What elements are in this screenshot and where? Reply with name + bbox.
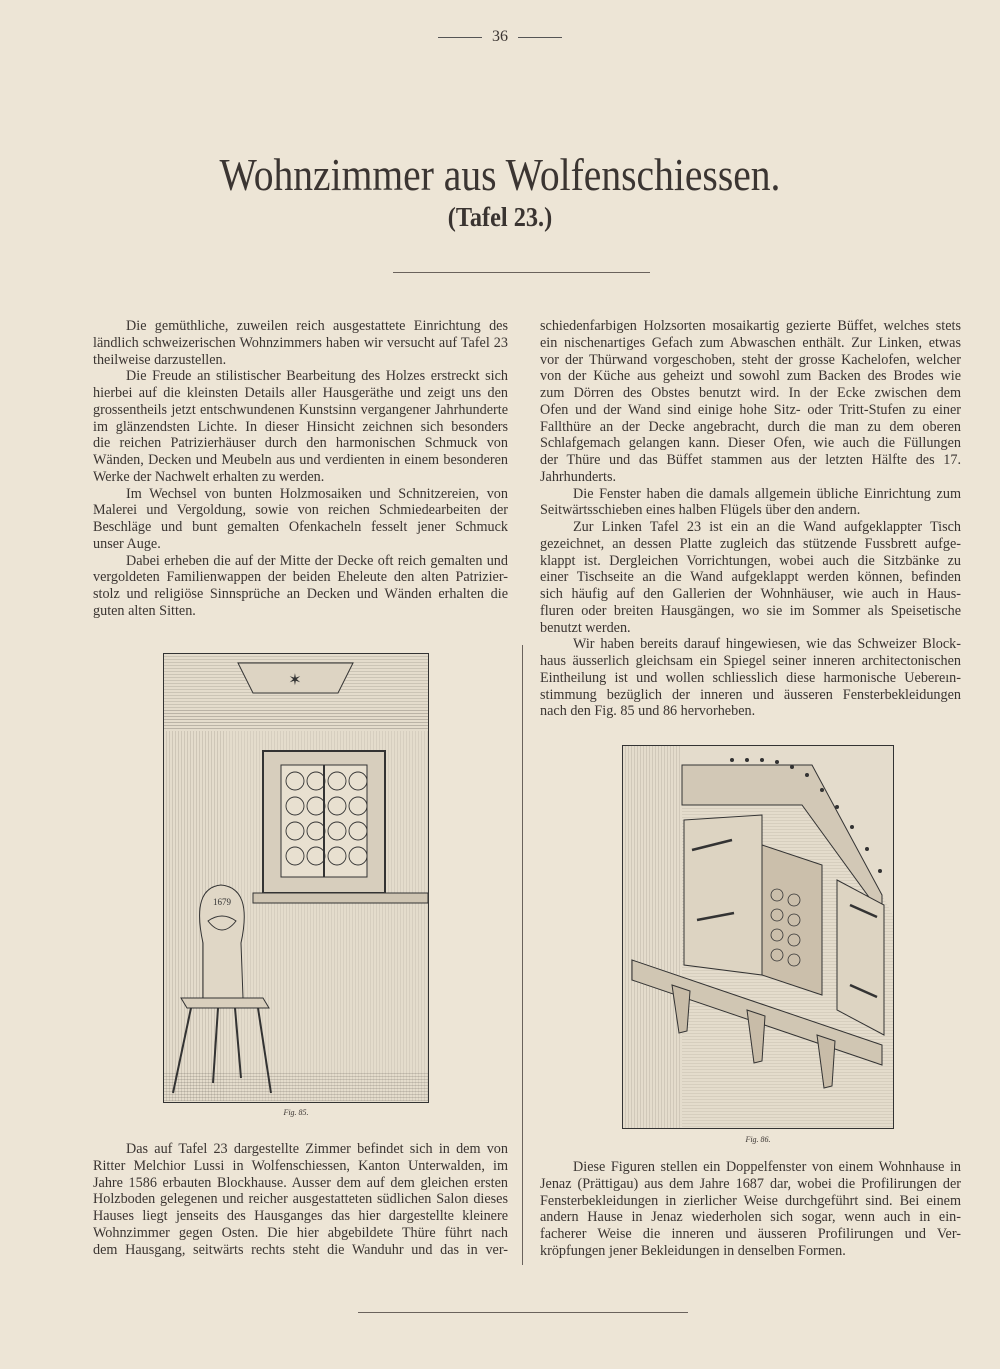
- paragraph-line: haus äusserlich gleichsam ein Spiegel seiner inneren architectonischen: [540, 653, 961, 669]
- figure-85-caption: Fig. 85.: [283, 1108, 309, 1117]
- paragraph-line: facherer Weise die inneren und äusseren Profilirungen und Ver-: [540, 1226, 961, 1242]
- paragraph-line: kröpfungen jener Bekleidungen in denselben Formen.: [540, 1242, 846, 1259]
- paragraph-line: unser Auge.: [93, 535, 161, 552]
- paragraph-line: klappt ist. Dergleichen Vorrichtungen, wobei auch die Sitzbänke zu: [540, 552, 961, 569]
- paragraph-line: Ofen und der Wand sind einige hohe Sitz- oder Tritt-Stufen zu einer: [540, 401, 961, 418]
- figure-86-caption: Fig. 86.: [745, 1135, 771, 1144]
- paragraph-line: Wir haben bereits darauf hingewiesen, wie das Schweizer Block-: [573, 636, 961, 653]
- paragraph-line: theilweise darzustellen.: [93, 351, 227, 368]
- paragraph-line: Diese Figuren stellen ein Doppelfenster von einem Wohnhause in: [573, 1159, 961, 1175]
- paragraph-line: Wohnzimmer gegen Osten. Die hier abgebildete Thüre führt nach: [93, 1224, 508, 1241]
- paragraph-line: dem Hausgang, seitwärts rechts steht die Wanduhr und das in ver-: [93, 1241, 508, 1258]
- paragraph-line: schiedenfarbigen Holzsorten mosaikartig gezierte Büffet, welches stets: [540, 318, 961, 334]
- right-column-bottom-text: [540, 1159, 961, 1260]
- svg-text:✶: ✶: [288, 672, 302, 689]
- paragraph-line: Hauses liegt jenseits des Hausganges das hier dargestellte kleinere: [93, 1208, 508, 1224]
- paragraph-line: fluren oder breiten Hausgängen, wo sie im Sommer als Speisetische: [540, 602, 961, 619]
- paragraph-line: ein nischenartiges Gefach zum Abwaschen enthält. Zur Linken, etwas: [540, 334, 961, 351]
- paragraph-line: andern Hause in Jenaz wiederholen sich sogar, wenn auch in ein-: [540, 1209, 961, 1226]
- paragraph-line: Schlafgemach gelangen kann. Dieser Ofen, wie auch die Füllungen: [540, 435, 961, 452]
- paragraph-line: benutzt werden.: [540, 619, 631, 636]
- paragraph-line: einer Tischseite an die Wand aufgeklappt werden können, befinden: [540, 569, 961, 586]
- paragraph-line: vor der Thürwand vorgeschoben, steht der grosse Kachelofen, welcher: [540, 351, 961, 368]
- paragraph-line: von der Küche aus geheizt und sowohl zum Backen des Brodes wie: [540, 368, 961, 385]
- paragraph-line: Zur Linken Tafel 23 ist ein an die Wand aufgeklappter Tisch: [573, 519, 961, 535]
- paragraph-line: Jahrhunderts.: [540, 468, 617, 485]
- paragraph-line: guten alten Sitten.: [93, 602, 196, 619]
- chair-date-inscription: 1679: [213, 897, 231, 907]
- paragraph-line: Die Fenster haben die damals allgemein übliche Einrichtung zum: [573, 485, 961, 502]
- paragraph-line: Jahre 1586 erbauten Blockhause. Ausser dem auf dem gleichen ersten: [93, 1174, 508, 1191]
- left-column-bottom-text: [93, 1141, 508, 1258]
- paragraph-line: Werke der Nachwelt erhalten zu werden.: [93, 468, 325, 485]
- paragraph-line: Seitwärtsschieben eines halben Flügels über den andern.: [540, 502, 861, 519]
- paragraph-line: Die Freude an stilistischer Bearbeitung des Holzes erstreckt sich: [126, 368, 508, 385]
- title-divider: [393, 272, 650, 273]
- paragraph-line: sich häufig auf den Gallerien der Wohnhäuser, wie auch in Haus-: [540, 586, 961, 602]
- figure-86-window-engraving: [622, 745, 894, 1129]
- paragraph-line: im glänzendsten Lichte. In dieser Hinsicht zeichnen sich besonders: [93, 418, 508, 435]
- bottom-divider: [358, 1312, 688, 1313]
- paragraph-line: Jenaz (Prättigau) aus dem Jahre 1687 dar, wobei die Profilirungen der: [540, 1175, 961, 1192]
- figure-85-interior-engraving: [163, 653, 429, 1103]
- paragraph-line: Fallthüre an der Decke angebracht, durch die man zu dem oberen: [540, 418, 961, 435]
- paragraph-line: Eintheilung ist und wollen schliesslich diese harmonische Uebereın-: [540, 669, 961, 686]
- page-number-text: 36: [492, 28, 508, 45]
- paragraph-line: Das auf Tafel 23 dargestellte Zimmer befindet sich in dem von: [126, 1141, 508, 1157]
- paragraph-line: Beschläge und bunt gemalten Ofenkacheln fesselt jener Schmuck: [93, 519, 508, 535]
- paragraph-line: grossentheils jetzt entschwundenen Kunstsinn vergangener Jahrhunderte: [93, 401, 508, 418]
- paragraph-line: Fensterbekleidungen in zierlicher Weise durchgeführt sind. Bei einem: [540, 1192, 961, 1209]
- page-number: [0, 28, 1000, 46]
- paragraph-line: Im Wechsel von bunten Holzmosaiken und Schnitzereien, von: [126, 485, 508, 502]
- right-column-top-text: [540, 318, 961, 720]
- page-subtitle: (Tafel 23.): [447, 202, 553, 232]
- paragraph-line: nach den Fig. 85 und 86 hervorheben.: [540, 703, 756, 720]
- paragraph-line: zum Dörren des Obstes benutzt wird. In der Ecke zwischen dem: [540, 385, 961, 401]
- paragraph-line: stolz und religiöse Sinnsprüche an Decken und Wänden erhalten die: [93, 586, 508, 602]
- paragraph-line: Wänden, Decken und Meubeln aus und verdienten in einem besonderen: [93, 452, 508, 468]
- paragraph-line: Malerei und Vergoldung, sowie von reichen Schmiedearbeiten der: [93, 502, 508, 519]
- column-divider: [522, 645, 523, 1265]
- paragraph-line: der Thüre und das Büffet stammen aus der letzten Hälfte des 17.: [540, 452, 961, 468]
- paragraph-line: Holzboden gelegenen und reicher ausgestatteten südlichen Salon dieses: [93, 1191, 508, 1208]
- paragraph-line: die reichen Patrizierhäuser durch den harmonischen Schmuck von: [93, 435, 508, 452]
- paragraph-line: Ritter Melchior Lussi in Wolfenschiessen, Kanton Unterwalden, im: [93, 1157, 508, 1174]
- page-title: Wohnzimmer aus Wolfenschiessen.: [219, 149, 781, 200]
- paragraph-line: stimmung bezüglich der inneren und äusseren Fensterbekleidungen: [540, 686, 961, 703]
- paragraph-line: gezeichnet, an dessen Platte zugleich das stützende Fussbrett aufge-: [540, 535, 961, 552]
- paragraph-line: Die gemüthliche, zuweilen reich ausgestattete Einrichtung des: [126, 318, 508, 334]
- paragraph-line: Dabei erheben die auf der Mitte der Decke oft reich gemalten und: [126, 552, 508, 569]
- paragraph-line: ländlich schweizerischen Wohnzimmers haben wir versucht auf Tafel 23: [93, 334, 508, 351]
- paragraph-line: hierbei auf die kleinsten Details aller Hausgeräthe und zeigt uns den: [93, 385, 508, 401]
- left-column-top-text: [93, 318, 508, 620]
- paragraph-line: vergoldeten Familienwappen der beiden Eheleute den alten Patrizier-: [93, 569, 508, 586]
